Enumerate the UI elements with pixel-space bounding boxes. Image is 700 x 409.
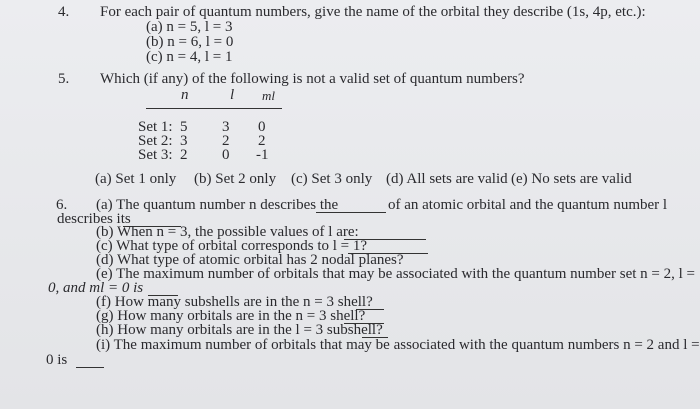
q6-i-blank[interactable] <box>76 355 104 368</box>
q5-header-ml: ml <box>262 88 275 103</box>
q5-option-e: (e) No sets are valid <box>511 171 632 187</box>
q5-number: 5. <box>58 71 70 87</box>
q5-set2-label: Set 2: <box>138 133 173 149</box>
q5-set1-n: 5 <box>180 119 188 135</box>
q5-table-rule <box>146 108 282 109</box>
q6-part-d: (d) What type of atomic orbital has 2 nodal planes? <box>96 252 404 268</box>
q6-part-a-cont: describes its <box>57 211 131 227</box>
q6-part-a-left: (a) The quantum number n describes the <box>96 197 339 213</box>
q5-header-l: l <box>230 87 235 103</box>
q5-option-b: (b) Set 2 only <box>194 171 277 187</box>
q5-option-d: (d) All sets are valid <box>386 171 508 187</box>
q6-number: 6. <box>56 197 68 213</box>
q6-part-i-cont: 0 is <box>46 352 68 368</box>
q6-part-c: (c) What type of orbital corresponds to l = 1? <box>96 238 368 254</box>
q5-set2-l: 2 <box>222 133 230 149</box>
q6-part-a-right: of an atomic orbital and the quantum number l <box>388 197 668 213</box>
q5-set1-l: 3 <box>222 119 230 135</box>
q4-part-c: (c) n = 4, l = 1 <box>146 49 233 65</box>
q4-number: 4. <box>58 4 70 20</box>
q5-set3-l: 0 <box>222 147 230 163</box>
q6-part-g: (g) How many orbitals are in the n = 3 shell? <box>96 308 366 324</box>
q5-option-c: (c) Set 3 only <box>291 171 373 187</box>
q6-part-e-cont: 0, and ml = 0 is <box>48 280 144 296</box>
q5-set1-label: Set 1: <box>138 119 173 135</box>
q5-option-a: (a) Set 1 only <box>95 171 177 187</box>
q6-part-e: (e) The maximum number of orbitals that may be associated with the quantum number set n = 2, l = <box>96 266 696 282</box>
q5-header-n: n <box>181 87 189 103</box>
q5-set3-ml: -1 <box>256 147 269 163</box>
q6-a-blank-1[interactable] <box>316 200 386 213</box>
q4-part-a: (a) n = 5, l = 3 <box>146 19 233 35</box>
q5-set2-ml: 2 <box>258 133 266 149</box>
q5-set2-n: 3 <box>180 133 188 149</box>
q5-prompt: Which (if any) of the following is not a valid set of quantum numbers? <box>100 71 525 87</box>
q4-prompt: For each pair of quantum numbers, give the name of the orbital they describe (1s, 4p, etc.): <box>100 4 646 20</box>
q6-part-h: (h) How many orbitals are in the l = 3 subshell? <box>96 322 383 338</box>
q5-set3-label: Set 3: <box>138 147 173 163</box>
q5-set3-n: 2 <box>180 147 188 163</box>
q5-set1-ml: 0 <box>258 119 266 135</box>
q6-part-i: (i) The maximum number of orbitals that may be associated with the quantum numbers n = 2 and l = <box>96 337 700 353</box>
q6-part-f: (f) How many subshells are in the n = 3 shell? <box>96 294 373 310</box>
q4-part-b: (b) n = 6, l = 0 <box>146 34 234 50</box>
q6-part-b: (b) When n = 3, the possible values of l are: <box>96 224 359 240</box>
